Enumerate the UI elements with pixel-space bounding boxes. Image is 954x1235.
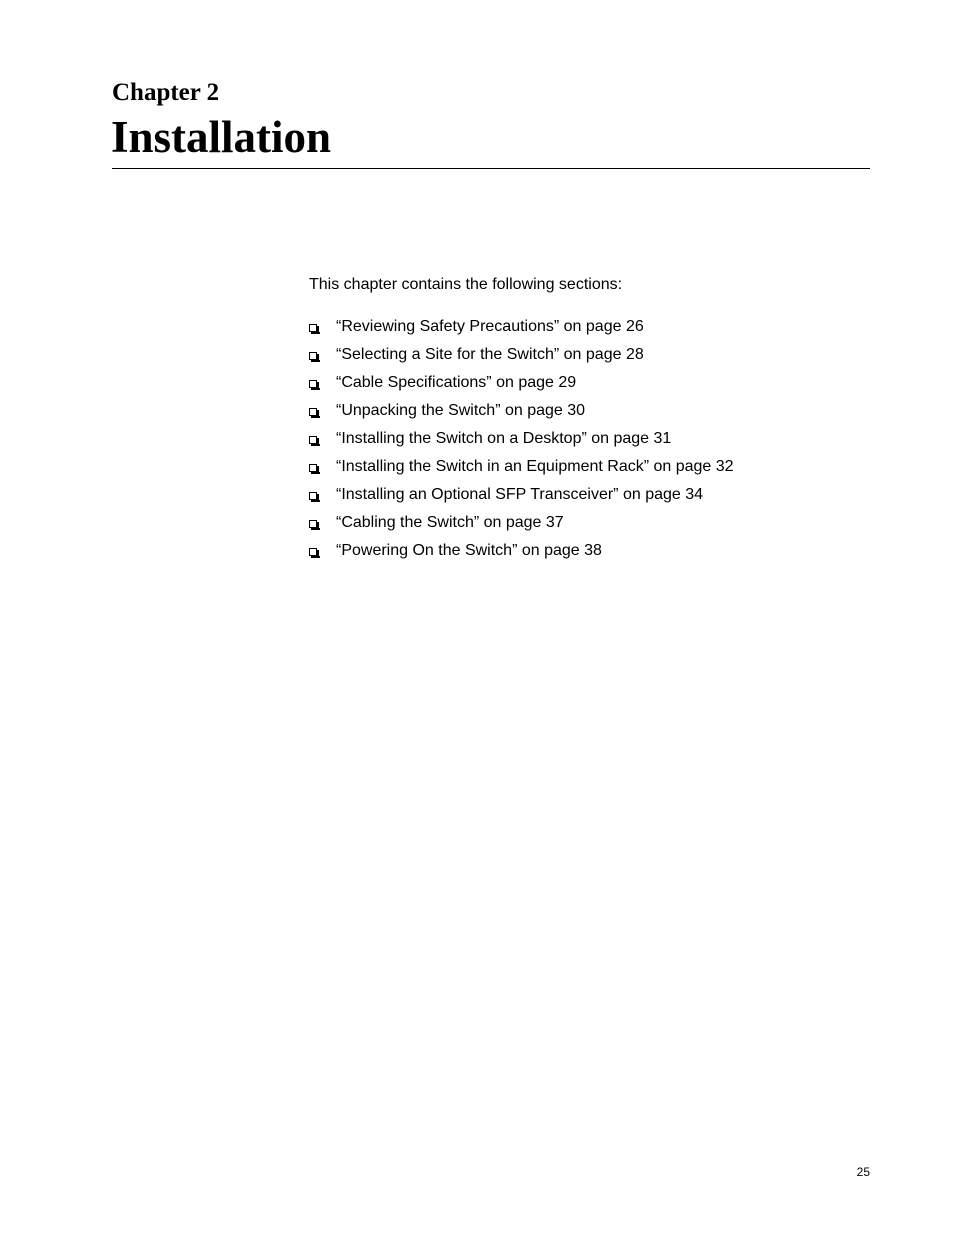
title-divider	[112, 168, 870, 169]
checkbox-bullet-icon	[309, 548, 317, 556]
list-item	[309, 481, 734, 509]
checkbox-bullet-icon	[309, 520, 317, 528]
section-link[interactable]: “Selecting a Site for the Switch” on page 28	[336, 346, 644, 363]
section-link[interactable]: “Installing the Switch on a Desktop” on page 31	[336, 430, 672, 447]
list-item	[309, 509, 734, 537]
list-item	[309, 453, 734, 481]
section-link[interactable]: “Installing an Optional SFP Transceiver” on page 34	[336, 486, 704, 503]
list-item	[309, 397, 734, 425]
checkbox-bullet-icon	[309, 464, 317, 472]
section-link[interactable]: “Cable Specifications” on page 29	[336, 374, 577, 391]
section-link[interactable]: “Cabling the Switch” on page 37	[336, 514, 564, 531]
list-item	[309, 425, 734, 453]
chapter-label: Chapter 2	[112, 79, 220, 106]
list-item	[309, 313, 734, 341]
section-link[interactable]: “Unpacking the Switch” on page 30	[336, 402, 586, 419]
checkbox-bullet-icon	[309, 352, 317, 360]
chapter-title: Installation	[111, 112, 332, 162]
page-number: 25	[856, 1165, 870, 1179]
list-item	[309, 341, 734, 369]
section-list	[309, 313, 734, 565]
section-link[interactable]: “Powering On the Switch” on page 38	[336, 542, 602, 559]
list-item	[309, 369, 734, 397]
list-item	[309, 537, 734, 565]
checkbox-bullet-icon	[309, 324, 317, 332]
checkbox-bullet-icon	[309, 436, 317, 444]
checkbox-bullet-icon	[309, 380, 317, 388]
section-link[interactable]: “Installing the Switch in an Equipment Rack” on page 32	[336, 458, 734, 475]
checkbox-bullet-icon	[309, 408, 317, 416]
section-link[interactable]: “Reviewing Safety Precautions” on page 26	[336, 318, 644, 335]
intro-text: This chapter contains the following sections:	[309, 276, 623, 293]
checkbox-bullet-icon	[309, 492, 317, 500]
